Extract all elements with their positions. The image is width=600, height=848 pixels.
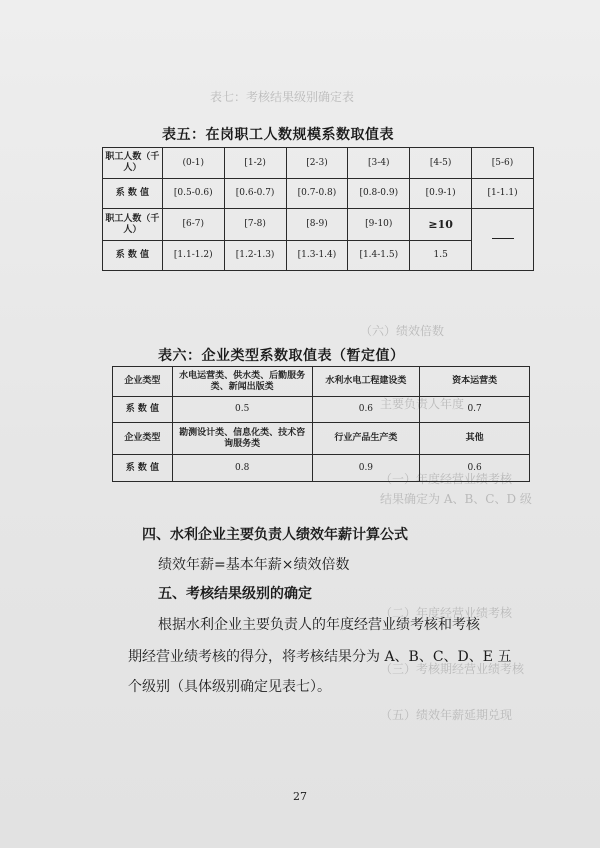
- table-cell: [1.1-1.2): [162, 241, 224, 271]
- table-cell: [5-6): [472, 148, 534, 179]
- table-cell: [0.6-0.7): [224, 179, 286, 209]
- table-row: [113, 455, 530, 482]
- table-cell: 系 数 值: [103, 179, 163, 209]
- table-cell: [3-4): [348, 148, 410, 179]
- section5-paragraph-line: 根据水利企业主要负责人的年度经营业绩考核和考核: [158, 617, 480, 633]
- table-cell: [2-3): [286, 148, 348, 179]
- table-cell: 1.5: [410, 241, 472, 271]
- table-row: [113, 367, 530, 397]
- bleed-through-note: （一）年度经营业绩考核: [380, 472, 513, 486]
- table-cell: 水电运营类、供水类、后勤服务类、新闻出版类: [172, 367, 312, 397]
- table-cell: [7-8): [224, 209, 286, 241]
- table-cell: 0.9: [312, 455, 420, 482]
- table-cell: [1-1.1): [472, 179, 534, 209]
- table5: [102, 147, 534, 271]
- table-cell: [1-2): [224, 148, 286, 179]
- bleed-through-note: 结果确定为 A、B、C、D 级: [380, 492, 532, 506]
- table-cell: [6-7): [162, 209, 224, 241]
- table-cell: 资本运营类: [420, 367, 530, 397]
- table-cell-empty: [472, 209, 534, 271]
- section5-heading: 五、考核结果级别的确定: [158, 586, 312, 602]
- table-row: [103, 241, 534, 271]
- table-cell: 勘测设计类、信息化类、技术咨询服务类: [172, 423, 312, 455]
- bleed-through-note: （六）绩效倍数: [360, 324, 445, 338]
- table-cell: 职工人数（千人）: [103, 148, 163, 179]
- table-row: [113, 423, 530, 455]
- bleed-through-title: 表七：考核结果级别确定表: [210, 90, 355, 104]
- table-cell: [0.5-0.6): [162, 179, 224, 209]
- table-cell: [0.9-1): [410, 179, 472, 209]
- table-cell: 其他: [420, 423, 530, 455]
- table6: [112, 366, 530, 482]
- bleed-through-note: （五）绩效年薪延期兑现: [380, 708, 513, 722]
- table-cell: 系 数 值: [103, 241, 163, 271]
- table-cell: 企业类型: [113, 367, 173, 397]
- table-cell: [0.8-0.9): [348, 179, 410, 209]
- table-cell: 0.6: [420, 455, 530, 482]
- table-cell: (0-1): [162, 148, 224, 179]
- bleed-through-note: 主要负责人年度: [380, 397, 465, 411]
- table-cell: 0.8: [172, 455, 312, 482]
- table-cell: [0.7-0.8): [286, 179, 348, 209]
- dash-mark: [492, 238, 514, 239]
- section5-paragraph-line: 期经营业绩考核的得分，将考核结果分为 A、B、C、D、E 五: [128, 649, 512, 665]
- table-cell: [4-5): [410, 148, 472, 179]
- page-number: 27: [293, 790, 307, 803]
- table-cell: 职工人数（千人）: [103, 209, 163, 241]
- table6-title: 表六：企业类型系数取值表（暂定值）: [158, 348, 405, 364]
- bleed-through-note: （三）考核期经营业绩考核: [380, 662, 525, 676]
- table-row: [113, 397, 530, 423]
- table-cell: 系 数 值: [113, 455, 173, 482]
- table-row: [103, 179, 534, 209]
- table-row: [103, 209, 534, 241]
- table-cell: 0.7: [420, 397, 530, 423]
- table-cell: 行业产品生产类: [312, 423, 420, 455]
- table-cell: [1.3-1.4): [286, 241, 348, 271]
- section4-heading: 四、水利企业主要负责人绩效年薪计算公式: [142, 527, 408, 543]
- table-cell: 企业类型: [113, 423, 173, 455]
- table-cell: [1.4-1.5): [348, 241, 410, 271]
- table-row: [103, 148, 534, 179]
- section5-paragraph-line: 个级别（具体级别确定见表七）。: [128, 679, 331, 695]
- table-cell: [1.2-1.3): [224, 241, 286, 271]
- table-cell: 0.5: [172, 397, 312, 423]
- table-cell: 系 数 值: [113, 397, 173, 423]
- table-cell: [8-9): [286, 209, 348, 241]
- table-cell: [9-10): [348, 209, 410, 241]
- table-cell: 0.6: [312, 397, 420, 423]
- table5-title: 表五：在岗职工人数规模系数取值表: [162, 127, 394, 143]
- table-cell: 水利水电工程建设类: [312, 367, 420, 397]
- table-cell: ≥10: [410, 209, 472, 241]
- section4-formula: 绩效年薪=基本年薪×绩效倍数: [158, 557, 350, 573]
- bleed-through-note: （二）年度经营业绩考核: [380, 606, 513, 620]
